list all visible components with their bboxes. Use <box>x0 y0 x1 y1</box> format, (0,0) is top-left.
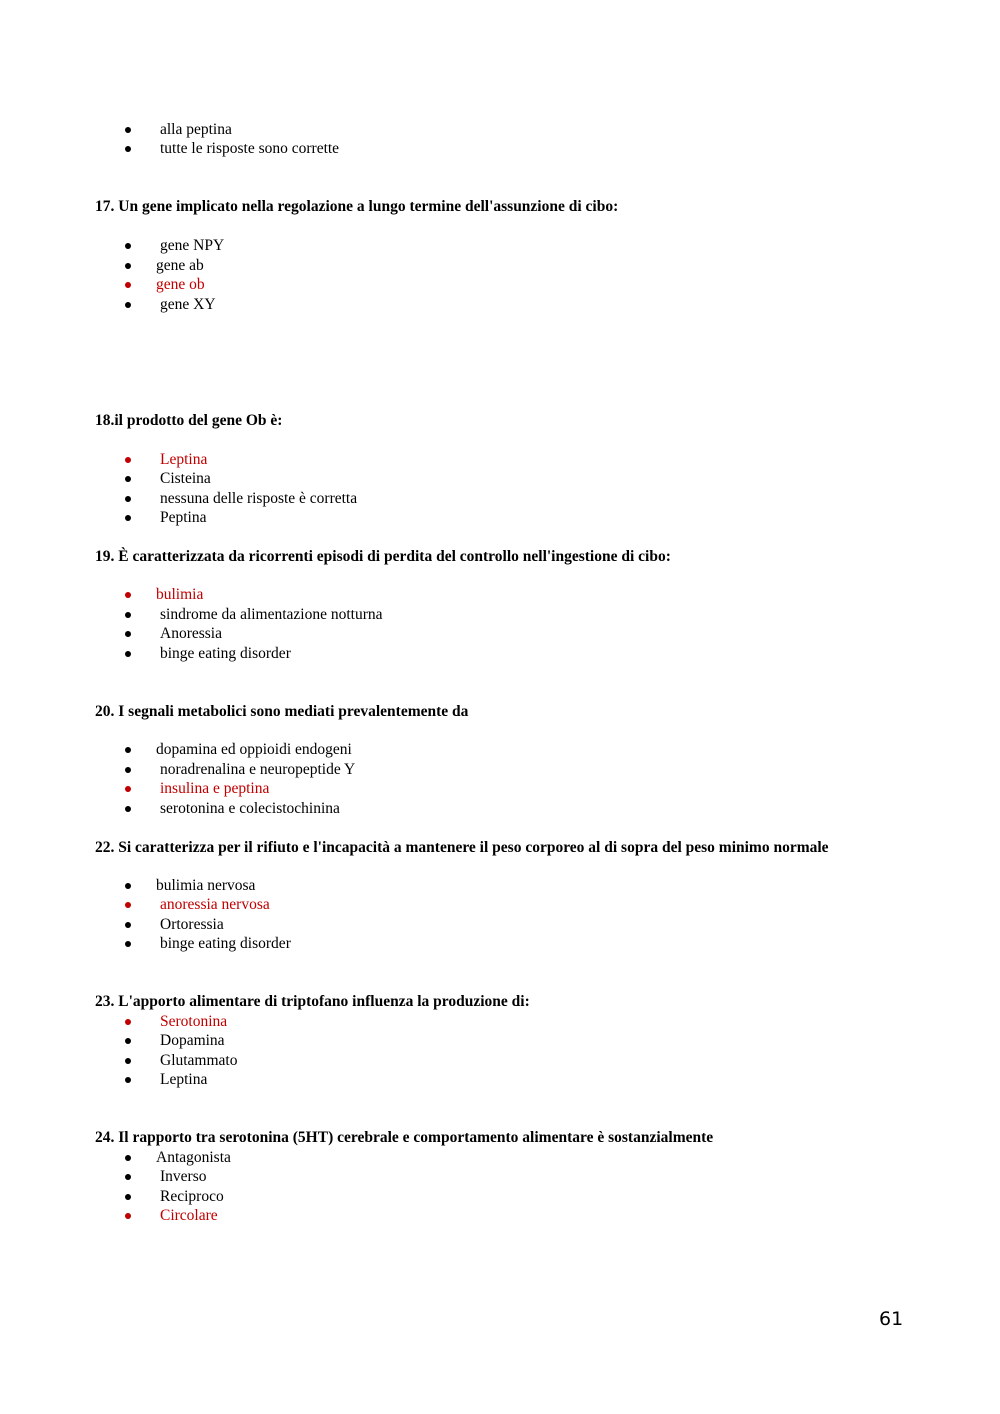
bullet-icon <box>125 767 131 773</box>
question-title: 19. È caratterizzata da ricorrenti episodi di perdita del controllo nell'ingestione di cibo: <box>95 548 671 565</box>
bullet-icon <box>125 496 131 502</box>
bullet-icon <box>125 612 131 618</box>
question-title: 23. L'apporto alimentare di triptofano influenza la produzione di: <box>95 993 530 1010</box>
question-title: 24. Il rapporto tra serotonina (5HT) cerebrale e comportamento alimentare è sostanzialmente <box>95 1129 714 1146</box>
bullet-icon <box>125 127 131 133</box>
question-title: 22. Si caratterizza per il rifiuto e l'incapacità a mantenere il peso corporeo al di sopra del peso minimo normale <box>95 839 829 856</box>
bullet-icon <box>125 282 131 288</box>
bullet-icon <box>125 883 131 889</box>
question-title: 17. Un gene implicato nella regolazione a lungo termine dell'assunzione di cibo: <box>95 198 619 215</box>
bullet-icon <box>125 902 131 908</box>
bullet-icon <box>125 1155 131 1161</box>
bullet-icon <box>125 941 131 947</box>
bullet-icon <box>125 263 131 269</box>
bullet-icon <box>125 1038 131 1044</box>
bullet-icon <box>125 1019 131 1025</box>
bullet-icon <box>125 1174 131 1180</box>
bullet-icon <box>125 476 131 482</box>
bullet-icon <box>125 651 131 657</box>
bullet-icon <box>125 922 131 928</box>
document-page: alla peptina tutte le risposte sono corrette 17. Un gene implicato nella regolazione a lungo termine dell'assunzione di cibo: gene NPY gene ab gene ob gene XY 18.il prodotto del gene Ob è: Leptina Cisteina nessuna delle risposte è corretta Peptina 19. È caratterizzata da ricorrenti episodi di perdita del controllo nell'ingestione di cibo: bulimia sindrome da alimentazione notturna Anoressia binge eating disorder 20. I segnali metabolici sono mediati prevalentemente da dopamina ed oppioidi endogeni noradrenalina e neuropeptide Y insulina e peptina serotonina e colecistochinina 22. Si caratterizza per il rifiuto e l'incapacità a mantenere il peso corporeo al di sopra del peso minimo normale bulimia nervosa anoressia nervosa Ortoressia binge eating disorder 23. L'apporto alimentare di triptofano influenza la produzione di: Serotonina Dopamina Glutammato Leptina 24. Il rapporto tra serotonina (5HT) cerebrale e comportamento alimentare è sostanzialmente Antagonista Inverso Reciproco Circolare 61 <box>95 121 904 1330</box>
bullet-icon <box>125 806 131 812</box>
bullet-icon <box>125 592 131 598</box>
bullet-icon <box>125 747 131 753</box>
bullet-icon <box>125 146 131 152</box>
bullet-icon <box>125 1058 131 1064</box>
bullet-icon <box>125 243 131 249</box>
bullet-icon <box>125 1213 131 1219</box>
bullet-icon <box>125 786 131 792</box>
question-title: 18.il prodotto del gene Ob è: <box>95 412 283 429</box>
bullet-icon <box>125 515 131 521</box>
question-title: 20. I segnali metabolici sono mediati prevalentemente da <box>95 703 469 720</box>
bullet-icon <box>125 1077 131 1083</box>
bullet-icon <box>125 457 131 463</box>
bullet-icon <box>125 631 131 637</box>
bullet-icon <box>125 1194 131 1200</box>
bullet-icon <box>125 302 131 308</box>
page-number: 61 <box>879 1308 904 1330</box>
